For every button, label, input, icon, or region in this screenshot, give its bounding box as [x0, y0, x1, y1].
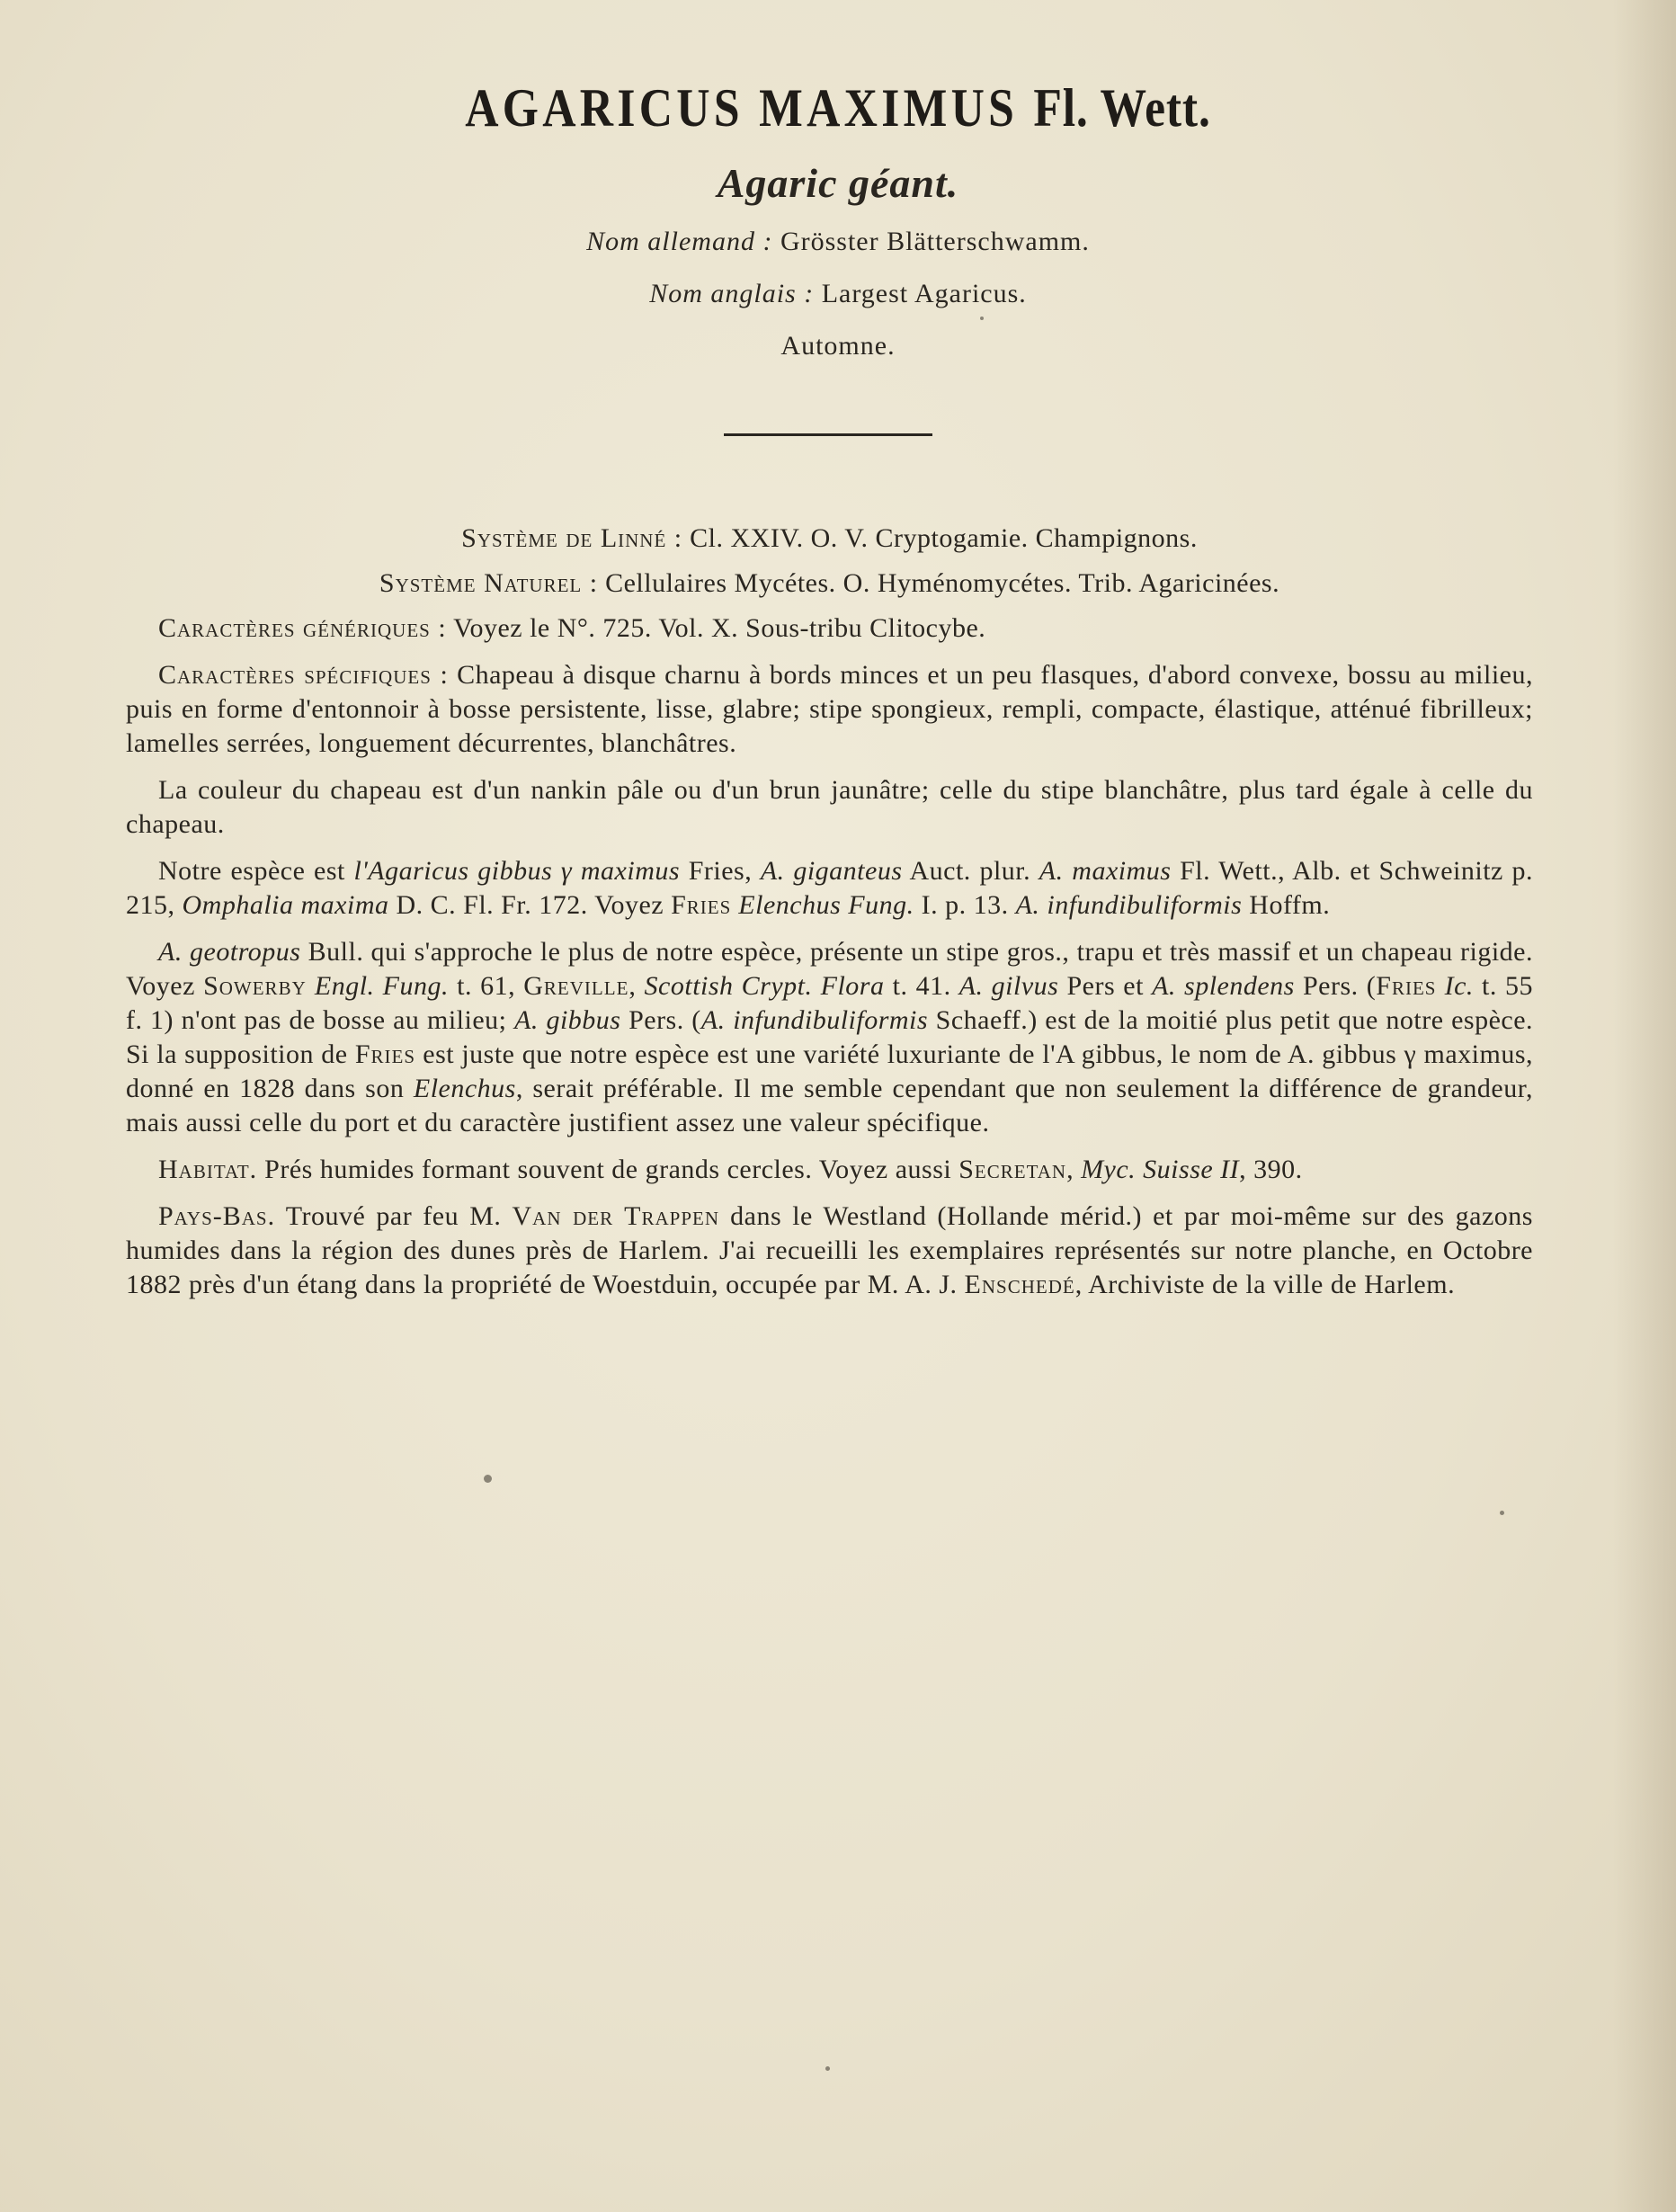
smallcaps-run: Sowerby	[203, 971, 307, 1001]
text-run: , Archiviste de la ville de Harlem.	[1074, 1270, 1456, 1299]
paper-speck	[484, 1475, 492, 1483]
text-run: Schaeff.) est de la moitié plus petit que notre espèce. Si la supposition de	[126, 1005, 1534, 1069]
german-name: Grösster Blätterschwamm.	[780, 227, 1090, 256]
text-run: Trouvé par feu M.	[275, 1201, 513, 1231]
naturel-label: Système Naturel :	[379, 568, 599, 598]
text-run: Pers. (	[1294, 971, 1377, 1001]
italic-run: Scottish Crypt. Flora	[644, 971, 885, 1001]
specifiques-text: Chapeau à disque charnu à bords minces et un peu flasques, d'abord convexe, bossu au milieu, puis en forme d'entonnoir à bosse persistente, lisse, glabre; stipe spongieux, rempli, compacte, élastique, atténué fibrilleux; lamelles serrées, longuement décurrentes, blanchâtres.	[126, 660, 1533, 758]
season: Automne.	[780, 331, 896, 361]
smallcaps-run: Fries	[671, 890, 732, 920]
text-run: Auct. plur.	[902, 856, 1039, 886]
italic-run: A. maximus	[1039, 856, 1172, 886]
smallcaps-run: Van der Trappen	[512, 1201, 720, 1231]
italic-run: Myc. Suisse II	[1081, 1155, 1240, 1184]
espece-paragraph	[126, 854, 1533, 923]
text-run: ,	[1066, 1155, 1082, 1184]
naturel-text: Cellulaires Mycétes. O. Hyménomycétes. Trib. Agaricinées.	[605, 568, 1280, 598]
text-run: D. C. Fl. Fr. 172. Voyez	[388, 890, 672, 920]
text-run: , serait préférable. Il me semble cependant que non seulement la différence de grandeur, mais aussi celle du port et du caractère justifient assez une valeur spécifique.	[126, 1074, 1533, 1137]
italic-run: Elenchus	[413, 1074, 516, 1103]
smallcaps-run: Pays-Bas.	[158, 1201, 276, 1231]
linne-text: Cl. XXIV. O. V. Cryptogamie. Champignons.	[690, 523, 1198, 553]
italic-run: Engl. Fung.	[314, 971, 450, 1001]
italic-run: A. geotropus	[158, 937, 301, 967]
italic-run: A. gilvus	[958, 971, 1059, 1001]
smallcaps-run: Habitat.	[158, 1155, 258, 1184]
text-run: dans le Westland (Hollande mérid.) et par moi-même sur des gazons humides dans la région des dunes près de Harlem. J'ai recueilli les exemplaires représentés sur notre planche, en Octobre 1882 près d'un étang dans la propriété de Woestduin, occupée par M. A. J.	[126, 1201, 1533, 1299]
geotropus-paragraph	[126, 935, 1533, 1140]
text-run: Bull. qui s'approche le plus de notre espèce, présente un stipe gros., trapu et très massif et un chapeau rigide. Voyez	[126, 937, 1533, 1001]
text-run: Prés humides formant souvent de grands cercles. Voyez aussi	[257, 1155, 959, 1184]
smallcaps-run: Greville	[523, 971, 629, 1001]
text-run: , 390.	[1239, 1155, 1303, 1184]
paper-speck	[980, 317, 984, 320]
text-run: Fries,	[680, 856, 761, 886]
page-header	[0, 72, 1676, 369]
italic-run: Omphalia maxima	[182, 890, 389, 920]
smallcaps-run: Enschedé	[964, 1270, 1075, 1299]
couleur-paragraph: La couleur du chapeau est d'un nankin pâle ou d'un brun jaunâtre; celle du stipe blanchâtre, plus tard égale à celle du chapeau.	[126, 775, 1533, 839]
generiques-paragraph	[126, 611, 1533, 646]
italic-run: A. giganteus	[760, 856, 903, 886]
italic-run: Elenchus Fung.	[738, 890, 914, 920]
smallcaps-run: Secretan	[958, 1155, 1067, 1184]
smallcaps-run: Fries	[1376, 971, 1437, 1001]
italic-run: A. infundibuliformis	[1015, 890, 1243, 920]
german-name-line	[0, 219, 1676, 264]
generiques-label: Caractères génériques :	[158, 613, 447, 643]
title-author: Fl. Wett.	[1033, 78, 1211, 138]
generiques-text: Voyez le N°. 725. Vol. X. Sous-tribu Clitocybe.	[453, 613, 986, 643]
description-body	[126, 522, 1533, 1315]
italic-run: A. gibbus	[514, 1005, 621, 1035]
paysbas-paragraph	[126, 1200, 1533, 1302]
french-name: Agaric géant.	[717, 160, 959, 206]
naturel-line	[126, 566, 1533, 601]
divider-rule	[724, 433, 932, 436]
specifiques-paragraph	[126, 658, 1533, 761]
italic-run: A. infundibuliformis	[700, 1005, 929, 1035]
text-run: Hoffm.	[1242, 890, 1331, 920]
paper-speck	[825, 2066, 830, 2071]
linne-label: Système de Linné :	[461, 523, 683, 553]
text-run: t. 41.	[884, 971, 959, 1001]
smallcaps-run: Fries	[354, 1039, 416, 1069]
paper-speck	[1500, 1511, 1504, 1515]
text-run: t. 61,	[449, 971, 524, 1001]
specifiques-label: Caractères spécifiques :	[158, 660, 449, 690]
title-species: AGARICUS MAXIMUS	[465, 78, 1019, 138]
italic-run: A. splendens	[1152, 971, 1295, 1001]
page-title	[117, 72, 1558, 144]
text-run: ,	[628, 971, 645, 1001]
english-label: Nom anglais :	[649, 279, 815, 308]
habitat-paragraph	[126, 1153, 1533, 1187]
text-run	[307, 971, 315, 1001]
italic-run: Ic.	[1444, 971, 1474, 1001]
text-run: est juste que notre espèce est une variété luxuriante de l'A gibbus, le nom de A. gibbus γ maximus, donné en 1828 dans son	[126, 1039, 1533, 1103]
text-run	[1436, 971, 1444, 1001]
english-name-line	[0, 272, 1676, 317]
italic-run: l'Agaricus gibbus γ maximus	[353, 856, 681, 886]
text-run: t. 55 f. 1) n'ont pas de bosse au milieu;	[126, 971, 1534, 1035]
text-run: I. p. 13.	[914, 890, 1016, 920]
text-run: Pers. (	[620, 1005, 701, 1035]
text-run: Pers et	[1058, 971, 1153, 1001]
german-label: Nom allemand :	[586, 227, 773, 256]
linne-line	[126, 522, 1533, 556]
text-run: Fl. Wett., Alb. et Schweinitz p. 215,	[126, 856, 1534, 920]
text-run: Notre espèce est	[158, 856, 354, 886]
english-name: Largest Agaricus.	[821, 279, 1027, 308]
